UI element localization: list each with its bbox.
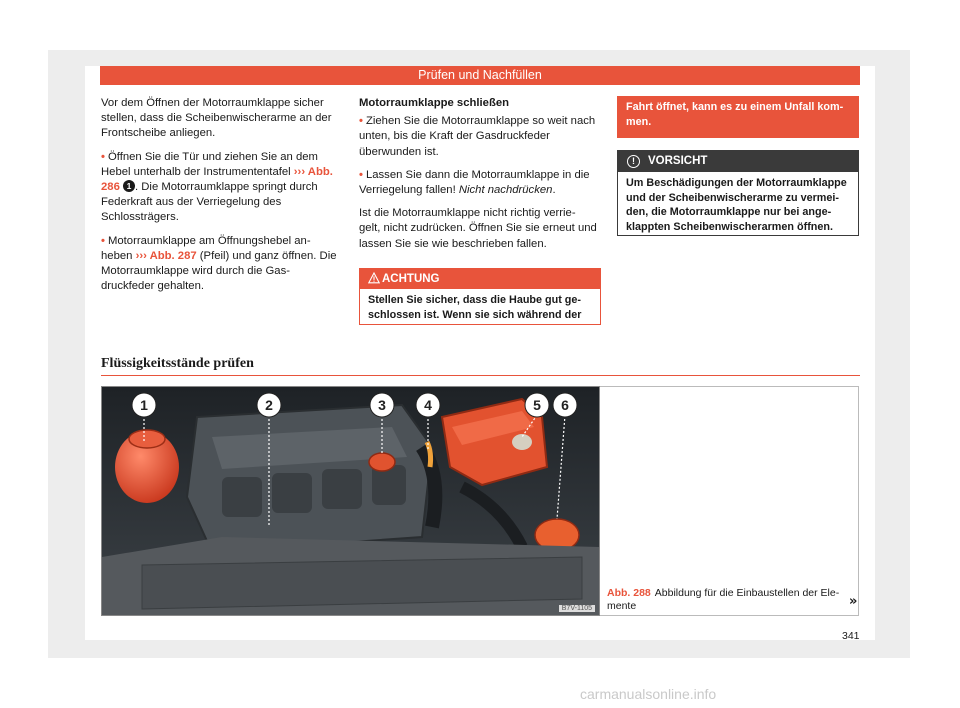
callout-1	[132, 393, 156, 417]
svg-text:1: 1	[140, 397, 148, 413]
warning-header	[360, 269, 600, 289]
bullet-icon: •	[101, 234, 105, 247]
bullet-icon: •	[359, 115, 363, 128]
callout-2	[257, 393, 281, 417]
watermark: carmanualsonline.info	[580, 686, 717, 702]
engine-bay-figure	[101, 386, 600, 616]
caption-label: Abb. 288	[607, 587, 651, 599]
intro-text: Vor dem Öffnen der Motorraumklappe sicher stellen, dass die Scheibenwischerarme an der Frontscheibe anliegen.	[101, 97, 332, 140]
caption-text: Abbildung für die Einbaustellen der Ele- mente	[607, 587, 840, 612]
step-drop-hood: • Lassen Sie dann die Motorraumklappe in die Verriegelung fallen! Nicht nachdrücken.	[359, 168, 590, 197]
callout-number-icon: 1	[123, 180, 135, 192]
caution-box	[617, 150, 859, 236]
engine-illustration	[102, 387, 600, 616]
callout-3	[370, 393, 394, 417]
svg-text:2: 2	[265, 397, 273, 413]
caution-title: VORSICHT	[648, 155, 708, 167]
bullet-icon: •	[359, 168, 363, 181]
bullet-icon: •	[101, 150, 105, 163]
close-heading: Motorraumklappe schließen	[359, 97, 510, 109]
svg-text:3: 3	[378, 397, 386, 413]
caution-circle-icon: !	[627, 155, 640, 168]
warning-box	[359, 268, 601, 325]
page-number: 341	[842, 630, 860, 642]
callout-4	[416, 393, 440, 417]
figure-ref-286[interactable]: ››› Abb. 286	[101, 165, 333, 194]
svg-text:6: 6	[561, 397, 569, 413]
step-lift-hood: • Motorraumklappe am Öffnungshebel an- heben ››› Abb. 287 (Pfeil) und ganz öffnen. Die Motorraumklappe wird durch die Gas- druckfeder gehalten.	[101, 234, 337, 293]
figure-id: B7V-1105	[559, 605, 595, 612]
svg-text:5: 5	[533, 397, 541, 413]
callout-5	[525, 393, 549, 417]
warning-triangle-icon	[368, 272, 380, 284]
warning-text: Stellen Sie sicher, dass die Haube gut ge- schlossen ist. Wenn sie sich während der	[368, 294, 582, 321]
caution-header	[618, 151, 858, 172]
callout-6	[553, 393, 577, 417]
warning-continued: Fahrt öffnet, kann es zu einem Unfall kom- men.	[617, 96, 859, 138]
svg-text:4: 4	[424, 397, 432, 413]
step-pull-down: • Ziehen Sie die Motorraumklappe so weit nach unten, bis die Kraft der Gasdruckfeder überwunden ist.	[359, 115, 596, 158]
caution-text: Um Beschädigungen der Motorraumklappe und der Scheibenwischerarme zu vermei- den, die Motorraumklappe nur bei ange- klappten Scheibenwischerarmen öffnen.	[626, 177, 847, 233]
caption-frame	[600, 386, 859, 616]
step-open-lever: • Öffnen Sie die Tür und ziehen Sie an dem Hebel unterhalb der Instrumententafel ››› Abb. 286 1 . Die Motorraumklappe springt durch Federkraft aus der Verriegelung des Schlossträgers.	[101, 150, 333, 224]
close-note: Ist die Motorraumklappe nicht richtig verrie- gelt, nicht zudrücken. Öffnen Sie sie erneut und lassen Sie sie wie beschrieben fallen.	[359, 207, 597, 250]
figure-ref-287[interactable]: ››› Abb. 287	[135, 249, 197, 262]
section-title: Flüssigkeitsstände prüfen	[101, 356, 254, 371]
figure-caption	[607, 587, 852, 613]
column-1	[101, 96, 341, 302]
warning-title: ACHTUNG	[382, 273, 440, 285]
column-2	[359, 96, 599, 260]
continue-marker: »	[849, 594, 858, 609]
section-divider	[101, 375, 860, 376]
page-header: Prüfen und Nachfüllen	[100, 66, 860, 85]
